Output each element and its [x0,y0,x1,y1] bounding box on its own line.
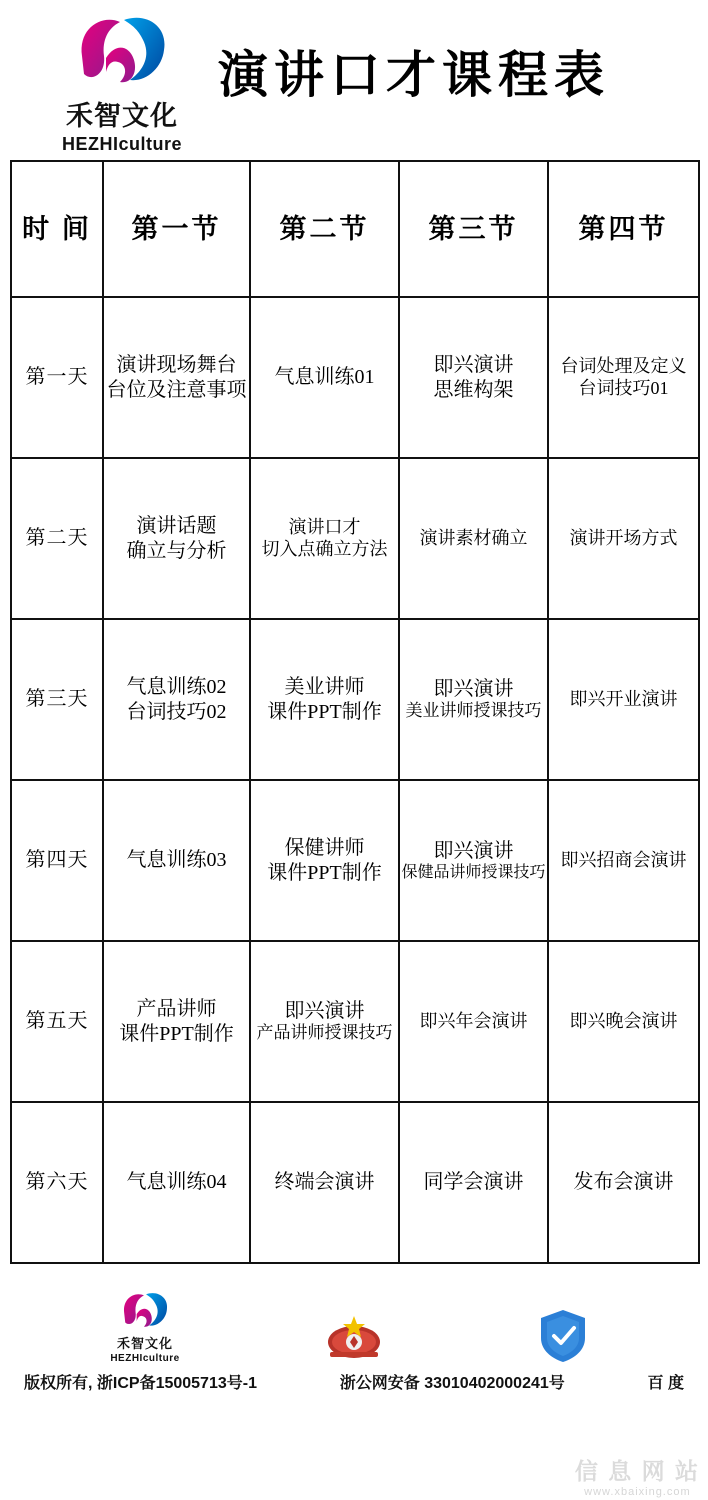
column-header-time: 时 间 [11,161,103,297]
column-header-period-1: 第一节 [103,161,250,297]
table-row [11,1102,699,1263]
table-row [11,941,699,1102]
watermark [575,1453,700,1498]
brand-logo [52,12,192,155]
schedule-table-container [0,160,708,1264]
column-header-period-2: 第二节 [250,161,399,297]
table-cell: 气息训练01 [250,297,399,458]
watermark-url: www.xbaixing.com [584,1486,691,1498]
table-cell: 演讲开场方式 [548,458,699,619]
column-header-period-4: 第四节 [548,161,699,297]
table-cell: 美业讲师 课件PPT制作 [250,619,399,780]
watermark-main: 信 息 网 站 [574,1458,700,1484]
police-record-text: 浙公网安备 33010402000241号 [339,1375,565,1392]
table-cell: 演讲话题 确立与分析 [103,458,250,619]
table-row [11,780,699,941]
table-cell: 同学会演讲 [399,1102,548,1263]
table-cell: 发布会演讲 [548,1102,699,1263]
footer-text-row [10,1364,698,1393]
footer-brand-name-en: HEZHIculture [110,1353,180,1364]
column-header-period-3: 第三节 [399,161,548,297]
brand-name-en: HEZHIculture [61,133,182,154]
table-cell: 即兴招商会演讲 [548,780,699,941]
table-cell: 即兴年会演讲 [399,941,548,1102]
baidu-label: 百 度 [647,1375,684,1392]
table-row [11,619,699,780]
table-row [11,458,699,619]
row-day-label: 第四天 [11,780,103,941]
table-cell: 气息训练02 台词技巧02 [103,619,250,780]
table-cell: 即兴演讲 保健品讲师授课技巧 [399,780,548,941]
table-cell: 即兴演讲 思维构架 [399,297,548,458]
row-day-label: 第五天 [11,941,103,1102]
table-header-row [11,161,699,297]
table-cell: 演讲口才 切入点确立方法 [250,458,399,619]
schedule-table [10,160,700,1264]
row-day-label: 第一天 [11,297,103,458]
hezhi-logo-icon [72,12,172,92]
table-cell: 演讲现场舞台 台位及注意事项 [103,297,250,458]
row-day-label: 第六天 [11,1102,103,1263]
table-cell: 演讲素材确立 [399,458,548,619]
table-cell: 即兴演讲 产品讲师授课技巧 [250,941,399,1102]
page-header [0,0,708,160]
table-cell: 气息训练03 [103,780,250,941]
row-day-label: 第三天 [11,619,103,780]
page-footer [0,1286,708,1393]
table-cell: 即兴晚会演讲 [548,941,699,1102]
hezhi-logo-icon [119,1290,171,1332]
copyright-text: 版权所有, 浙ICP备15005713号-1 [24,1375,257,1392]
row-day-label: 第二天 [11,458,103,619]
footer-brand-name-cn: 禾智文化 [116,1336,173,1351]
table-row [11,297,699,458]
page-title: 演讲口才课程表 [218,47,610,103]
table-cell: 即兴演讲 美业讲师授课技巧 [399,619,548,780]
table-cell: 保健讲师 课件PPT制作 [250,780,399,941]
police-badge-icon [279,1312,429,1364]
table-cell: 终端会演讲 [250,1102,399,1263]
footer-brand-logo [70,1290,220,1364]
table-cell: 台词处理及定义 台词技巧01 [548,297,699,458]
table-cell: 即兴开业演讲 [548,619,699,780]
baidu-credit-icon[interactable] [488,1308,638,1364]
brand-name-cn: 禾智文化 [66,100,178,131]
footer-icon-row [10,1286,698,1364]
table-cell: 气息训练04 [103,1102,250,1263]
table-cell: 产品讲师 课件PPT制作 [103,941,250,1102]
